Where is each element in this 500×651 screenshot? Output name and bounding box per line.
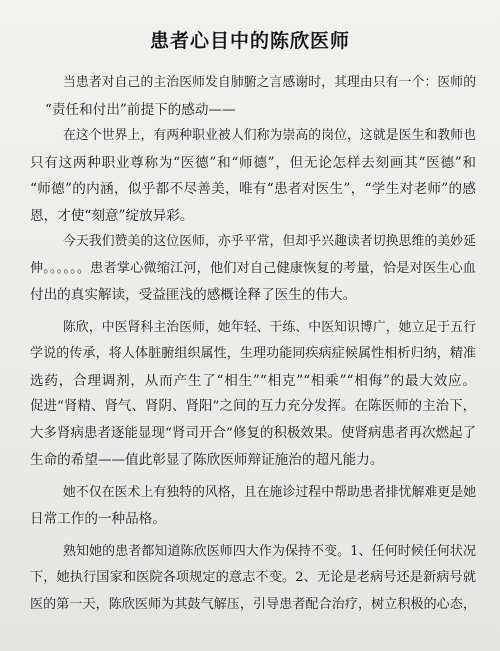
paragraph-6 xyxy=(30,539,476,619)
text-line: 只有这两种职业尊称为“医德”和“师德”，但无论怎样去刻画其“医德”和 xyxy=(30,154,476,171)
text-line: 医的第一天，陈欣医师为其鼓气解压，引导患者配合治疗，树立积极的心态， xyxy=(30,596,476,612)
text-line: 当患者对自己的主治医师发自肺腑之言感谢时，其理由只有一个：医师的 xyxy=(63,75,476,90)
text-line: 大多肾病患者逐能显现“肾司开合”修复的积极效果。使肾病患者再次燃起了 xyxy=(30,425,476,441)
paragraph-3 xyxy=(30,229,476,309)
paragraph-4 xyxy=(30,315,476,474)
document-title: 患者心目中的陈欣医师 xyxy=(149,30,350,52)
text-line: 恩，才使“刻意”绽放异彩。 xyxy=(30,207,194,224)
paragraph-1 xyxy=(30,70,476,123)
text-line: 陈欣，中医肾科主治医师，她年轻、干练、中医知识博广，她立足于五行 xyxy=(63,319,476,335)
text-line: 日常工作的一种品格。 xyxy=(30,511,166,527)
text-line: 熟知她的患者都知道陈欣医师四大作为保持不变。1、任何时候任何状况 xyxy=(63,543,476,559)
text-line: “责任和付出”前提下的感动—— xyxy=(45,101,236,118)
text-line: 付出的真实解读，受益匪浅的感概诠释了医生的伟大。 xyxy=(30,287,357,303)
text-line: 伸。。。。。。患者掌心微缩江河，他们对自己健康恢复的考量，恰是对医生心血 xyxy=(30,260,476,276)
text-line: 在这个世界上，有两种职业被人们称为崇高的岗位，这就是医生和教师也 xyxy=(63,128,476,143)
text-line: 今天我们赞美的这位医师，亦乎平常，但却乎兴趣读者切换思维的美妙延 xyxy=(63,234,476,249)
text-line: 选药，合理调剂，从而产生了“相生”“相克”“相乘”“相侮”的最大效应。 xyxy=(30,372,476,389)
text-line: 生命的希望——值此彰显了陈欣医师辩证施治的超凡能力。 xyxy=(30,452,384,468)
text-line: 促进“肾精、肾气、肾阴、肾阳”之间的互力充分发挥。在陈医师的主治下， xyxy=(30,399,476,414)
paragraph-2 xyxy=(30,123,476,229)
text-line: “师德”的内涵，似乎都不尽善美，唯有“患者对医生”，“学生对老师”的感 xyxy=(30,181,476,197)
text-line: 学说的传承，将人体脏腑组织属性，生理功能同疾病症候属性相析归纳，精准 xyxy=(30,346,476,361)
paragraph-5 xyxy=(30,480,476,533)
document-body xyxy=(30,70,476,618)
text-line: 下，她执行国家和医院各项规定的意志不变。2、无论是老病号还是新病号就 xyxy=(30,570,476,585)
text-line: 她不仅在医术上有独特的风格，且在施诊过程中帮助患者排忧解难更是她 xyxy=(63,484,476,500)
